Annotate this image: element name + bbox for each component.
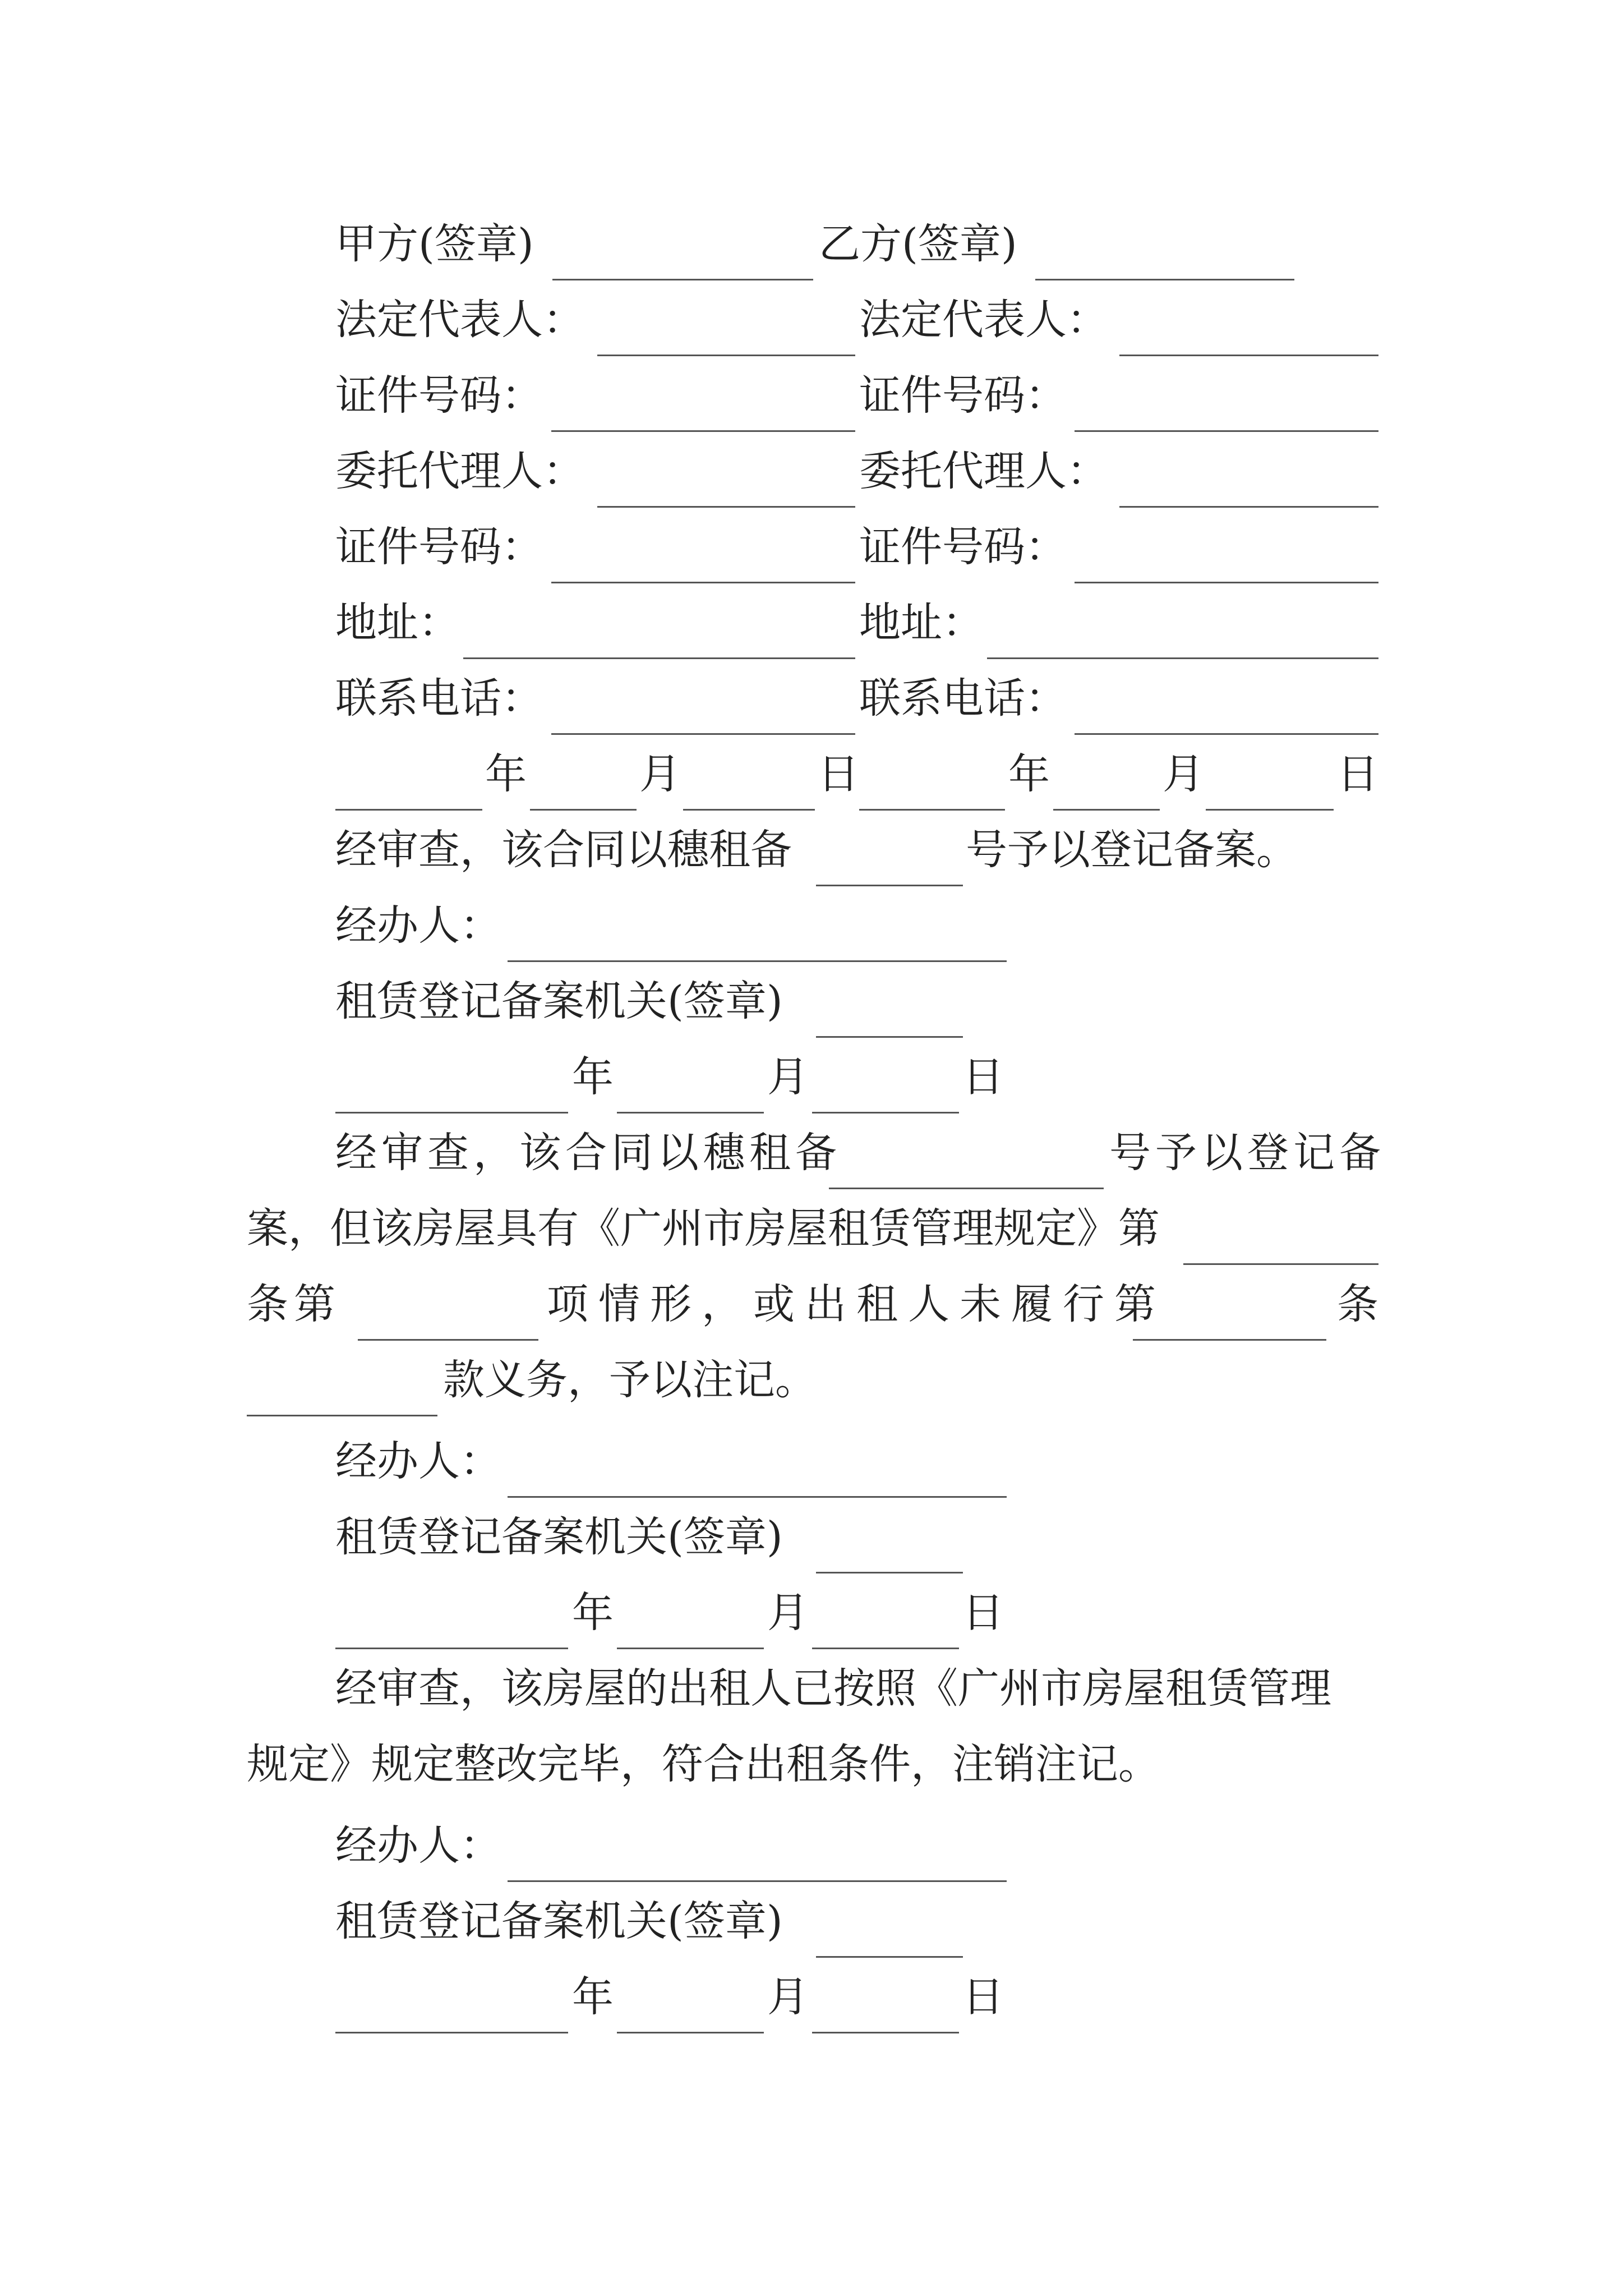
record2-item-blank [358,1268,538,1341]
record2-text-g: 款义务，予以注记。 [443,1356,817,1404]
id-blank-c [551,510,855,583]
year-blank-a [335,738,482,811]
record2-handler-blank [508,1425,1007,1498]
party-a-sign-blank [552,208,813,280]
record2-year-blank [335,1576,568,1649]
id-label-c: 证件号码： [335,523,543,571]
record2-text-b: 号予以登记备 [1109,1129,1385,1177]
record2-day-label: 日 [962,1589,1004,1637]
record2-year-label: 年 [572,1589,614,1637]
month-label-a: 月 [639,750,681,798]
record2-handler-label: 经办人： [335,1437,501,1485]
phone-label-a: 联系电话： [335,674,543,723]
legal-rep-blank-b [1119,283,1378,356]
day-label-a: 日 [818,750,859,798]
record1-text-b: 号予以登记备案。 [966,826,1298,874]
year-label-a: 年 [485,750,527,798]
party-b-sign-label: 乙方(签章) [819,220,1017,268]
day-label-b: 日 [1337,750,1378,798]
agent-label-a: 委托代理人： [335,447,584,495]
legal-rep-label-b: 法定代表人： [859,296,1108,344]
year-label-b: 年 [1008,750,1050,798]
month-blank-a [530,738,637,811]
address-label-b: 地址： [859,599,984,647]
address-blank-a [463,586,855,659]
party-b-sign-blank [1035,208,1294,280]
record3-day-blank [812,1961,959,2033]
record2-day-blank [812,1576,959,1649]
record2-office-label: 租赁登记备案机关(签章) [335,1513,783,1561]
record3-year-blank [335,1961,568,2033]
agent-label-b: 委托代理人： [859,447,1108,495]
agent-blank-b [1119,435,1378,508]
record2-article-blank-1 [1183,1192,1378,1265]
record3-text-b: 规定》规定整改完毕，符合出租条件，注销注记。 [247,1740,1160,1788]
record2-text-d: 条第 [247,1280,341,1328]
record3-day-label: 日 [962,1973,1004,2021]
record1-month-blank [617,1041,764,1114]
id-blank-d [1075,510,1378,583]
record3-month-label: 月 [767,1973,809,2021]
day-blank-b [1206,738,1334,811]
id-label-a: 证件号码： [335,371,543,420]
id-label-d: 证件号码： [859,523,1067,571]
record1-text-a: 经审查，该合同以穗租备 [335,826,792,874]
record3-month-blank [617,1961,764,2033]
record1-year-blank [335,1041,568,1114]
id-label-b: 证件号码： [859,371,1067,420]
record1-handler-blank [508,889,1007,962]
record2-article-blank-2 [1133,1268,1326,1341]
record3-year-label: 年 [572,1973,614,2021]
address-blank-b [987,586,1378,659]
record3-office-blank [816,1885,963,1958]
id-blank-b [1075,359,1378,432]
record2-month-blank [617,1576,764,1649]
month-label-b: 月 [1163,750,1204,798]
record1-number-blank [816,813,963,886]
record2-number-blank [829,1116,1104,1189]
record1-handler-label: 经办人： [335,901,501,950]
record2-text-c: 案，但该房屋具有《广州市房屋租赁管理规定》第 [247,1204,1160,1253]
record2-office-blank [816,1501,963,1573]
legal-rep-blank-a [597,283,855,356]
month-blank-b [1053,738,1160,811]
record2-text-e: 项情形，或出租人未履行第 [547,1280,1166,1328]
record1-day-label: 日 [962,1053,1004,1101]
party-a-sign-label: 甲方(签章) [335,220,534,268]
record3-handler-label: 经办人： [335,1821,501,1870]
address-label-a: 地址： [335,599,460,647]
record3-handler-blank [508,1809,1007,1882]
record2-month-label: 月 [767,1589,809,1637]
record3-office-label: 租赁登记备案机关(签章) [335,1897,783,1945]
record3-text-a: 经审查，该房屋的出租人已按照《广州市房屋租赁管理 [335,1664,1331,1713]
record2-text-f: 条 [1337,1280,1378,1328]
phone-blank-a [551,662,855,735]
record1-year-label: 年 [572,1053,614,1101]
legal-rep-label-a: 法定代表人： [335,296,584,344]
record2-text-a: 经审查，该合同以穗租备 [335,1129,841,1177]
day-blank-a [683,738,815,811]
record1-office-blank [816,965,963,1038]
phone-blank-b [1075,662,1378,735]
id-blank-a [551,359,855,432]
record1-day-blank [812,1041,959,1114]
record2-clause-blank [247,1343,437,1416]
record1-office-label: 租赁登记备案机关(签章) [335,977,783,1025]
record1-month-label: 月 [767,1053,809,1101]
year-blank-b [859,738,1005,811]
phone-label-b: 联系电话： [859,674,1067,723]
agent-blank-a [597,435,855,508]
